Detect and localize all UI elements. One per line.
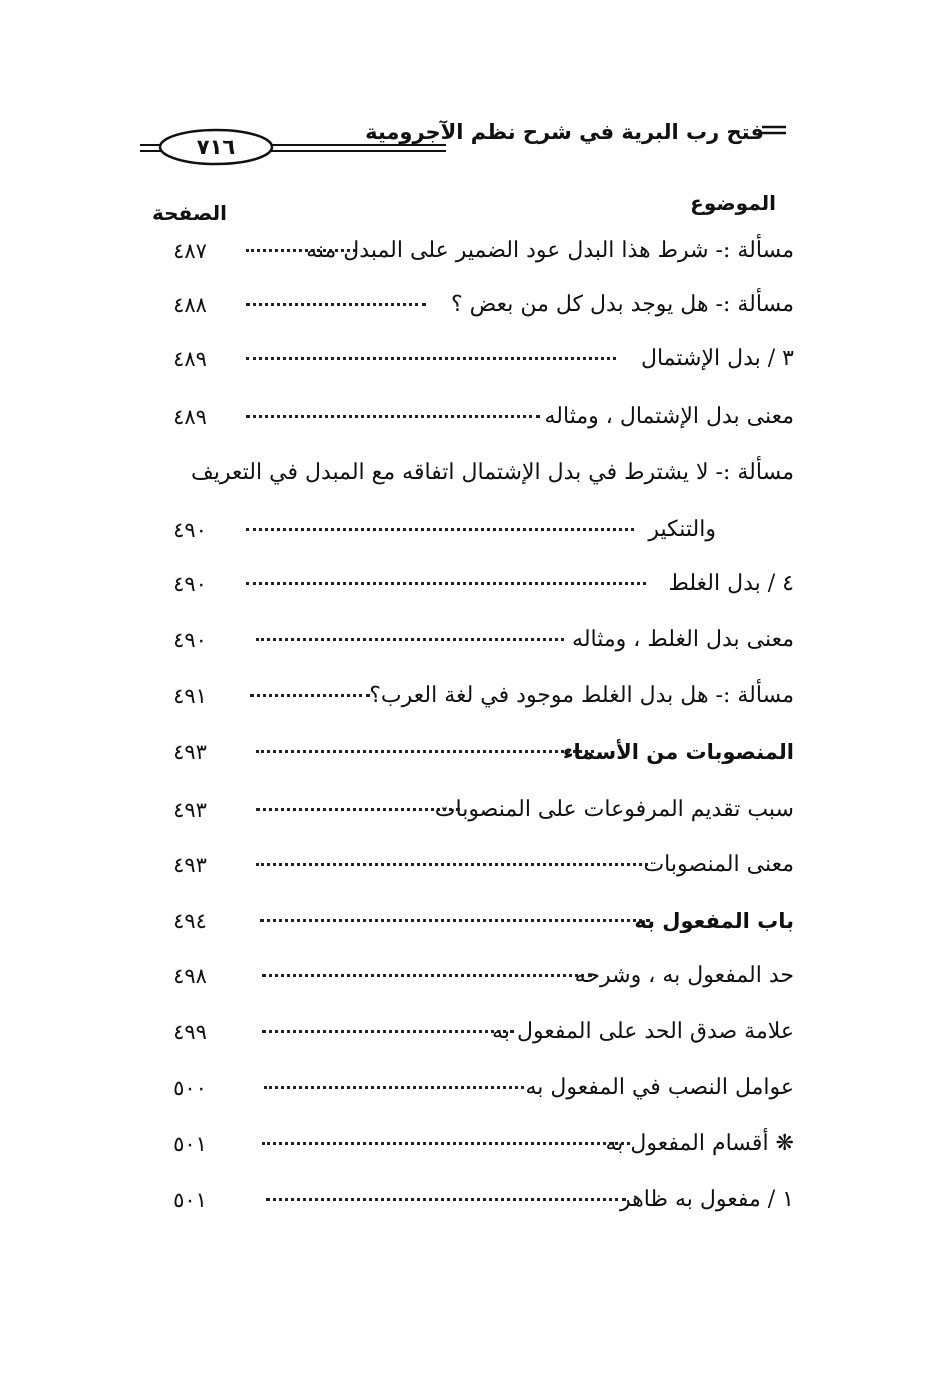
toc-entry-title: عوامل النصب في المفعول به	[525, 1075, 794, 1100]
leader-dots	[256, 808, 460, 811]
leader-dots	[250, 694, 370, 697]
toc-entry-title: المنصوبات من الأسماء	[562, 740, 794, 764]
toc-entry[interactable]	[0, 678, 944, 718]
toc-entry[interactable]	[0, 622, 944, 662]
toc-entry-page: ٤٨٧	[173, 239, 207, 263]
toc-entry-title: علامة صدق الحد على المفعول به	[492, 1019, 794, 1044]
toc-entry-page: ٤٨٩	[173, 405, 207, 429]
toc-entry[interactable]	[0, 958, 944, 998]
leader-dots	[246, 249, 356, 252]
toc-entry[interactable]	[0, 233, 944, 273]
toc-entry-page: ٤٩٠	[173, 518, 207, 542]
toc-entry[interactable]	[0, 455, 944, 495]
toc-entry-title: معنى بدل الإشتمال ، ومثاله	[544, 404, 794, 429]
toc-entry-page: ٤٩٨	[173, 964, 207, 988]
toc-entry-page: ٤٩٣	[173, 740, 207, 764]
toc-entry-page: ٤٨٨	[173, 293, 207, 317]
leader-dots	[262, 1142, 630, 1145]
leader-dots	[246, 582, 646, 585]
toc-entry-title: حد المفعول به ، وشرحه	[574, 963, 794, 988]
toc-entry[interactable]	[0, 734, 944, 774]
toc-entry-page: ٤٩٣	[173, 798, 207, 822]
leader-dots	[260, 919, 650, 922]
toc-entry-page: ٤٩٩	[173, 1020, 207, 1044]
toc-entry-title: مسألة :- هل يوجد بدل كل من بعض ؟	[451, 292, 794, 317]
toc-entry[interactable]	[0, 399, 944, 439]
toc-entry[interactable]	[0, 566, 944, 606]
leader-dots	[262, 974, 592, 977]
leader-dots	[246, 528, 634, 531]
leader-dots	[256, 750, 594, 753]
leader-dots	[246, 415, 540, 418]
toc-entry-title: مسألة :- هل بدل الغلط موجود في لغة العرب؟	[369, 683, 794, 708]
toc-entry-title: مسألة :- لا يشترط في بدل الإشتمال اتفاقه مع المبدل في التعريف	[191, 460, 794, 485]
toc-entry-title: سبب تقديم المرفوعات على المنصوبات	[434, 797, 794, 822]
toc-entry[interactable]	[0, 847, 944, 887]
toc-entry-title: مسألة :- شرط هذا البدل عود الضمير على المبدل منه	[306, 238, 794, 263]
toc-entry-page: ٤٩١	[173, 684, 207, 708]
page-number: ٧١٦	[196, 135, 236, 159]
toc-entry-page: ٤٩٠	[173, 628, 207, 652]
toc-entry-title: ٤ / بدل الغلط	[668, 571, 794, 596]
leader-dots	[262, 1030, 514, 1033]
toc-entry-title: ٣ / بدل الإشتمال	[640, 346, 794, 371]
toc-entry-page: ٤٩٣	[173, 853, 207, 877]
toc-entry[interactable]	[0, 1182, 944, 1222]
toc-entry-title: معنى المنصوبات	[643, 852, 794, 877]
leader-dots	[256, 638, 564, 641]
toc-entry[interactable]	[0, 1070, 944, 1110]
header-ornament	[0, 0, 944, 170]
leader-dots	[246, 303, 426, 306]
leader-dots	[256, 863, 648, 866]
toc-entry-title: والتنكير	[648, 517, 716, 542]
toc-entry-page: ٤٨٩	[173, 347, 207, 371]
toc-entry[interactable]	[0, 287, 944, 327]
toc-entry[interactable]	[0, 1014, 944, 1054]
toc-entry[interactable]	[0, 792, 944, 832]
toc-entry-page: ٤٩٤	[173, 909, 207, 933]
leader-dots	[246, 357, 616, 360]
book-title: فتح رب البرية في شرح نظم الآجرومية	[365, 120, 764, 144]
page-header	[0, 0, 944, 170]
toc-entry-page: ٥٠١	[173, 1132, 207, 1156]
toc-entry-page: ٤٩٠	[173, 572, 207, 596]
leader-dots	[266, 1198, 626, 1201]
toc-entry[interactable]	[0, 1126, 944, 1166]
toc-entry-page: ٥٠١	[173, 1188, 207, 1212]
toc-entry-title: معنى بدل الغلط ، ومثاله	[572, 627, 794, 652]
leader-dots	[264, 1086, 524, 1089]
column-header-topic: الموضوع	[690, 191, 776, 215]
toc-entry[interactable]	[0, 903, 944, 943]
column-header-page: الصفحة	[152, 201, 228, 225]
toc-entry-title: ١ / مفعول به ظاهر	[620, 1187, 794, 1212]
toc-entry[interactable]	[0, 512, 944, 552]
toc-entry-title: باب المفعول به	[634, 909, 794, 933]
toc-entry-page: ٥٠٠	[173, 1076, 207, 1100]
toc-entry-title: ❋ أقسام المفعول به	[605, 1131, 794, 1156]
toc-entry[interactable]	[0, 341, 944, 381]
